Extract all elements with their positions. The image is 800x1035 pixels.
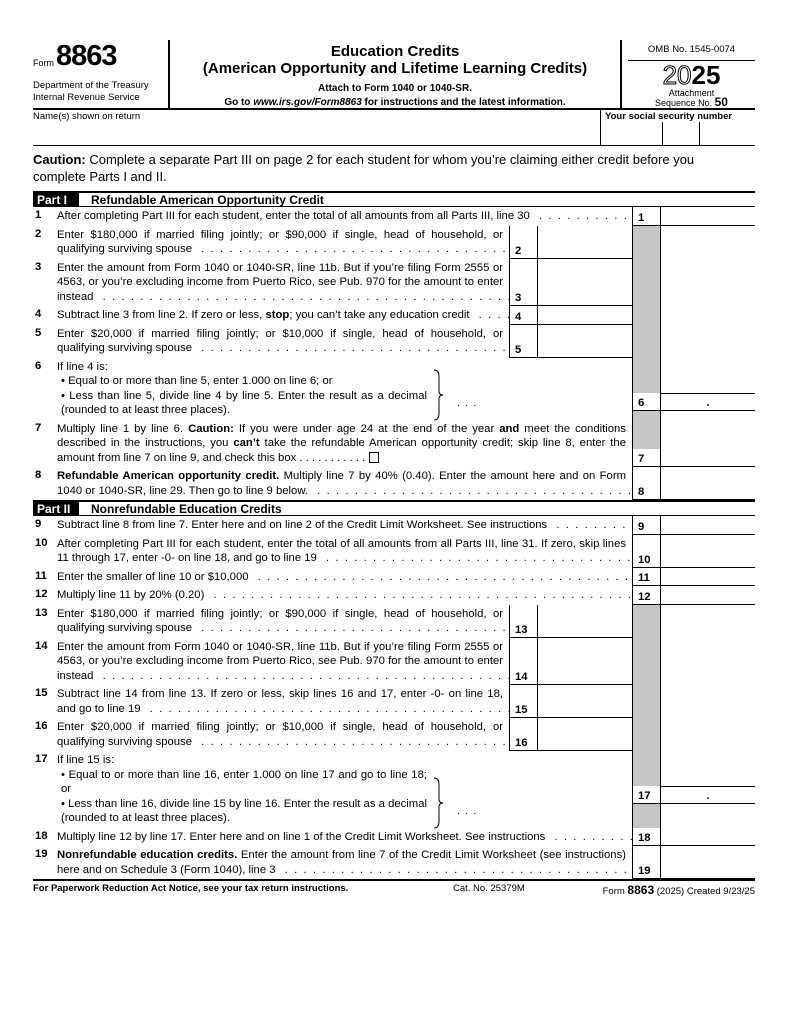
line-14 — [33, 638, 755, 686]
line-number: 12 — [35, 588, 48, 600]
line-number: 3 — [35, 260, 42, 273]
line-text — [57, 751, 632, 828]
line-17-amount-col — [660, 751, 755, 828]
line-text — [57, 467, 632, 500]
text-segment: Multiply line 12 by line 17. Enter here and on line 1 of the Credit Limit Worksheet. See instructions — [57, 830, 546, 843]
line-text — [57, 638, 509, 686]
service: Internal Revenue Service — [33, 92, 140, 103]
form-title: Education Credits — [330, 43, 460, 60]
spacer — [661, 751, 755, 786]
ssn-part-1[interactable] — [601, 122, 663, 145]
line-intro: If line 15 is: — [57, 754, 115, 766]
line-number: 10 — [35, 536, 48, 549]
line-16 — [33, 718, 755, 751]
line-16-amount-input[interactable] — [537, 718, 632, 751]
inner-line-label: 2 — [509, 226, 537, 259]
goto-suffix: for instructions and the latest information. — [361, 97, 566, 108]
line-3 — [33, 259, 755, 307]
shaded-cell — [632, 226, 660, 259]
line-text — [57, 586, 632, 605]
line-10 — [33, 535, 755, 568]
line-label: 7 — [632, 420, 660, 468]
form-id-block — [33, 40, 170, 108]
text-segment: Subtract line 8 from line 7. Enter here and on line 2 of the Credit Limit Worksheet. See instructions — [57, 519, 548, 531]
line-text — [57, 718, 509, 751]
catalog-number: Cat. No. 25379M — [453, 883, 525, 894]
part1-header — [33, 191, 755, 207]
line-text — [57, 568, 632, 587]
line-text — [57, 420, 632, 468]
empty-cell — [660, 325, 755, 358]
shaded-cell — [632, 259, 660, 307]
shaded-cell — [632, 751, 660, 786]
footer-form-prefix: Form — [602, 886, 628, 897]
line-text — [57, 516, 632, 535]
text-segment: Subtract line 14 from line 13. If zero or less, skip lines 16 and 17, enter -0- on line 18, and go to line 19 — [57, 688, 503, 715]
text-segment: Enter $180,000 if married filing jointly; or $90,000 if single, head of household, or qualifying surviving spouse — [57, 228, 503, 255]
empty-cell — [660, 605, 755, 638]
line-text — [57, 535, 632, 568]
caution-text: Complete a separate Part III on page 2 for each student for whom you’re claiming either credit before you complete Parts I and II. — [33, 152, 695, 184]
line-6-amount-col — [660, 358, 755, 420]
part1-label: Part I — [33, 193, 79, 206]
line-text — [57, 358, 632, 420]
line-7 — [33, 420, 755, 468]
ssn-field[interactable] — [600, 110, 755, 145]
inner-line-label: 5 — [509, 325, 537, 358]
empty-cell — [660, 638, 755, 686]
line-7-checkbox[interactable] — [369, 452, 379, 463]
part2-title: Nonrefundable Education Credits — [91, 501, 282, 516]
line-14-amount-input[interactable] — [537, 638, 632, 686]
line-number: 6 — [35, 359, 42, 372]
line-6-amount-input[interactable]: . — [661, 393, 755, 411]
line-15 — [33, 685, 755, 718]
omb-block — [620, 40, 755, 108]
inner-line-label: 14 — [509, 638, 537, 686]
inner-line-label: 3 — [509, 259, 537, 307]
line-17-amount-input[interactable]: . — [661, 786, 755, 804]
option-row — [57, 797, 626, 826]
line-number: 4 — [35, 308, 42, 320]
brace-icon — [427, 797, 457, 826]
inner-line-label: 15 — [509, 685, 537, 718]
paperwork-notice: For Paperwork Reduction Act Notice, see your tax return instructions. — [33, 883, 349, 894]
leader-dots: ... — [457, 804, 482, 817]
omb-number: OMB No. 1545-0074 — [628, 40, 755, 61]
line-19-amount-input[interactable] — [660, 846, 755, 879]
line-number: 5 — [35, 326, 42, 339]
tax-year — [628, 61, 755, 89]
line-11-amount-input[interactable] — [660, 568, 755, 587]
line-text — [57, 828, 632, 847]
name-label: Name(s) shown on return — [33, 111, 141, 122]
shaded-cell — [632, 638, 660, 686]
shaded-cell — [632, 325, 660, 358]
line-number: 7 — [35, 421, 42, 434]
form-footer — [33, 879, 755, 897]
line-7-amount-input[interactable] — [660, 420, 755, 468]
line-12-amount-input[interactable] — [660, 586, 755, 605]
attachment-label: Attachment — [668, 88, 715, 98]
text-segment: Subtract line 3 from line 2. If zero or less, — [57, 309, 266, 321]
shaded-cell — [632, 605, 660, 638]
line-17-label-col — [632, 751, 660, 828]
line-1 — [33, 207, 755, 226]
line-18 — [33, 828, 755, 847]
shaded-cell — [632, 358, 660, 393]
line-text — [57, 685, 509, 718]
line-text — [57, 306, 509, 325]
leader-dots: ... — [457, 396, 482, 409]
attachment-sequence — [628, 89, 755, 108]
line-label: 17 — [632, 786, 660, 804]
text-segment: Enter $20,000 if married filing jointly; or $10,000 if single, head of household, or qualifying surviving spouse — [57, 721, 503, 748]
line-6 — [33, 358, 755, 420]
part2-lines — [33, 516, 755, 879]
line-number: 19 — [35, 848, 48, 860]
line-number: 11 — [35, 569, 47, 582]
irs-link[interactable]: www.irs.gov/Form8863 — [253, 97, 362, 108]
option-1: • Equal to or more than line 5, enter 1.000 on line 6; or — [61, 375, 333, 387]
line-9-amount-input[interactable] — [660, 516, 755, 535]
line-number: 13 — [35, 606, 48, 619]
line-4 — [33, 306, 755, 325]
shaded-cell — [632, 804, 660, 828]
line-text — [57, 605, 509, 638]
option-2: • Less than line 5, divide line 4 by line 5. Enter the result as a decimal (rounded to at least three places). — [61, 389, 427, 416]
bold-text: Caution: — [188, 422, 234, 435]
name-field[interactable] — [33, 110, 600, 145]
line-label: 10 — [632, 535, 660, 568]
line-11 — [33, 568, 755, 587]
line-2-amount-input[interactable] — [537, 226, 632, 259]
line-number: 17 — [35, 753, 48, 765]
option-row — [57, 768, 626, 797]
line-text — [57, 846, 632, 879]
text-segment: After completing Part III for each student, enter the total of all amounts from all Parts III, line 31. If zero, skip lines 11 through 17, enter -0- on line 18, and go to line 19 — [57, 537, 626, 564]
bold-text: can’t — [233, 437, 260, 449]
ssn-part-2[interactable] — [663, 122, 700, 145]
text-segment: Enter the amount from line 7 of the Credit Limit Worksheet (see instructions) here and on Schedule 3 (Form 1040), line 3 — [57, 849, 626, 876]
leader-dots: . . . . . . . . . . . — [296, 451, 366, 464]
text-segment: Enter the amount from Form 1040 or 1040-SR, line 11b. But if you’re filing Form 2555 or 4563, or you’re excluding income from Puerto Rico, see Pub. 970 for the amount to enter instead — [57, 640, 503, 682]
goto-prefix: Go to — [224, 97, 254, 108]
line-text — [57, 259, 509, 307]
empty-cell — [660, 685, 755, 718]
line-intro: If line 4 is: — [57, 360, 108, 373]
line-label: 19 — [632, 846, 660, 879]
line-12 — [33, 586, 755, 605]
shaded-cell — [632, 411, 660, 420]
option-row — [57, 374, 626, 389]
year-bold: 25 — [691, 60, 721, 90]
line-4-amount-input[interactable] — [537, 306, 632, 325]
text-segment: Enter $20,000 if married filing jointly; or $10,000 if single, head of household, or qualifying surviving spouse — [57, 327, 503, 354]
line-text — [57, 325, 509, 358]
bold-text: stop — [265, 309, 290, 321]
line-9 — [33, 516, 755, 535]
caution-label: Caution: — [33, 152, 86, 167]
line-number: 15 — [35, 687, 48, 699]
text-segment: Enter $180,000 if married filing jointly; or $90,000 if single, head of household, or qualifying surviving spouse — [57, 607, 503, 634]
ssn-part-3[interactable] — [700, 122, 755, 145]
year-outline: 20 — [662, 60, 692, 90]
line-text — [57, 207, 632, 226]
line-label: 11 — [632, 568, 660, 587]
text-segment: Multiply line 7 by 40% (0.40). Enter the amount here and on Form 1040 or 1040-SR, line 29. Then go to line 9 below. — [57, 470, 627, 497]
text-segment: meet the conditions described in the instructions, you — [57, 422, 626, 449]
empty-cell — [660, 306, 755, 325]
line-label: 6 — [632, 393, 660, 411]
footer-form-suffix: (2025) Created 9/23/25 — [654, 886, 755, 897]
inner-line-label: 4 — [509, 306, 537, 325]
line-15-amount-input[interactable] — [537, 685, 632, 718]
text-segment: If you were under age 24 at the end of the year — [233, 422, 500, 435]
part2-header — [33, 500, 755, 516]
line-text — [57, 226, 509, 259]
text-segment: Enter the amount from Form 1040 or 1040-SR, line 11b. But if you’re filing Form 2555 or 4563, or you’re excluding income from Puerto Rico, see Pub. 970 for the amount to enter instead — [57, 261, 503, 303]
attach-note: Attach to Form 1040 or 1040-SR. — [318, 83, 472, 94]
line-13-amount-input[interactable] — [537, 605, 632, 638]
sequence-number: 50 — [714, 95, 728, 109]
line-label: 18 — [632, 828, 660, 847]
line-number: 1 — [35, 209, 42, 221]
footer-form-id — [593, 883, 755, 897]
text-segment: Multiply line 1 by line 6. — [57, 422, 189, 435]
line-8 — [33, 467, 755, 500]
title-block — [170, 40, 620, 108]
shaded-cell — [632, 718, 660, 751]
line-label: 12 — [632, 586, 660, 605]
part1-title: Refundable American Opportunity Credit — [91, 192, 324, 207]
caution-note — [33, 151, 755, 185]
line-number: 18 — [35, 829, 48, 842]
line-10-amount-input[interactable] — [660, 535, 755, 568]
department: Department of the Treasury — [33, 80, 149, 91]
line-number: 9 — [35, 518, 42, 530]
line-17 — [33, 751, 755, 828]
line-number: 16 — [35, 720, 48, 732]
line-19 — [33, 846, 755, 879]
goto-note — [170, 97, 620, 108]
text-segment: After completing Part III for each student, enter the total of all amounts from all Parts III, line 30 — [57, 210, 530, 222]
line-13 — [33, 605, 755, 638]
part2-label: Part II — [33, 502, 79, 515]
form-8863 — [33, 40, 755, 897]
part1-lines — [33, 207, 755, 500]
form-subtitle: (American Opportunity and Lifetime Learning Credits) — [202, 60, 588, 77]
shaded-cell — [632, 685, 660, 718]
bold-text: Nonrefundable education credits. — [57, 849, 238, 861]
text-segment: Multiply line 11 by 20% (0.20) — [57, 589, 205, 601]
option-row — [57, 389, 626, 418]
brace-icon — [427, 389, 457, 418]
option-1: • Equal to or more than line 16, enter 1.000 on line 17 and go to line 18; or — [61, 768, 427, 795]
footer-form-number: 8863 — [627, 883, 655, 897]
form-number: 8863 — [56, 40, 117, 72]
ssn-label: Your social security number — [605, 111, 733, 122]
line-label: 9 — [632, 516, 660, 535]
line-label: 8 — [632, 467, 660, 500]
spacer — [661, 358, 755, 393]
line-8-amount-input[interactable] — [660, 467, 755, 500]
bold-text: and — [499, 422, 520, 435]
form-prefix: Form — [33, 58, 54, 68]
line-5 — [33, 325, 755, 358]
shaded-cell — [632, 306, 660, 325]
bold-text: Refundable American opportunity credit. — [57, 470, 280, 482]
inner-line-label: 16 — [509, 718, 537, 751]
line-1-amount-input[interactable] — [660, 207, 755, 226]
name-ssn-row — [33, 110, 755, 146]
empty-cell — [660, 718, 755, 751]
form-header — [33, 40, 755, 110]
text-segment: Enter the smaller of line 10 or $10,000 — [57, 570, 249, 583]
line-2 — [33, 226, 755, 259]
inner-line-label: 13 — [509, 605, 537, 638]
line-18-amount-input[interactable] — [660, 828, 755, 847]
option-2: • Less than line 16, divide line 15 by line 16. Enter the result as a decimal (rounded to at least three places). — [61, 797, 427, 824]
line-6-label-col — [632, 358, 660, 420]
empty-cell — [660, 259, 755, 307]
line-5-amount-input[interactable] — [537, 325, 632, 358]
line-number: 8 — [35, 469, 42, 481]
sequence-label: Sequence No. — [655, 98, 713, 108]
empty-cell — [660, 226, 755, 259]
line-number: 14 — [35, 639, 48, 652]
line-3-amount-input[interactable] — [537, 259, 632, 307]
text-segment: ; you can’t take any education credit — [289, 309, 470, 321]
text-segment: take the refundable American opportunity credit; skip line 8, enter the amount from line 7 on line 9, and check this box — [57, 437, 626, 464]
line-label: 1 — [632, 207, 660, 226]
line-number: 2 — [35, 227, 42, 240]
